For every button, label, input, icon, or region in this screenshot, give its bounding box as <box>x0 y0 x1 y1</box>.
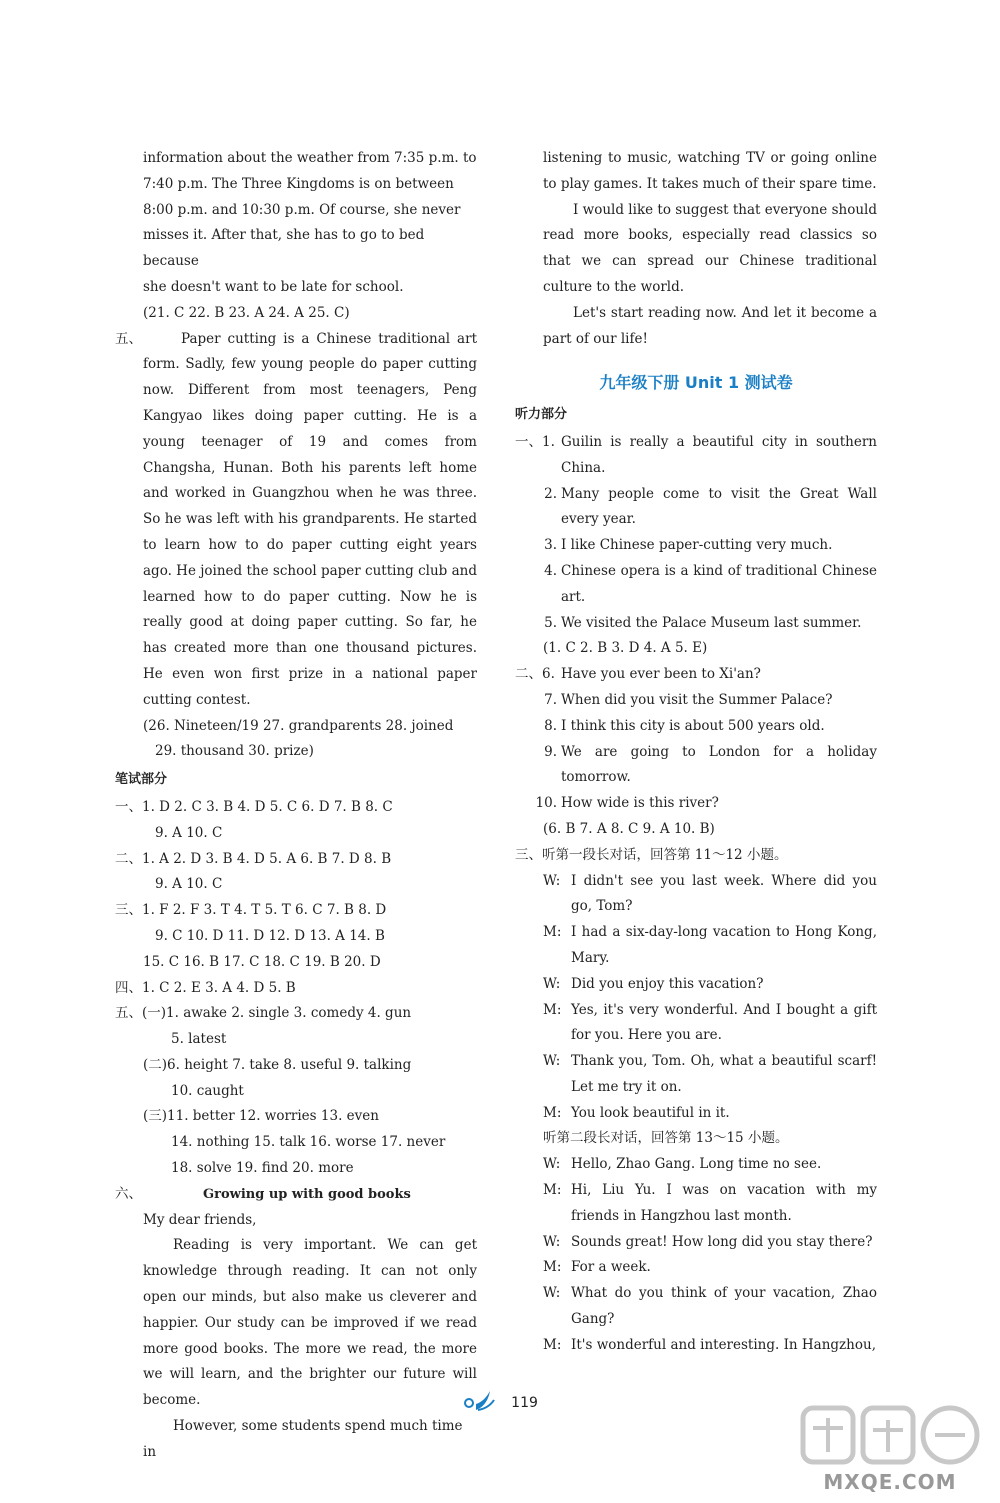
essay-paragraph: listening to music, watching TV or going online to play games. It takes much of their spare time. <box>543 150 877 192</box>
dialog-line <box>515 1152 877 1178</box>
right-column <box>515 146 877 1359</box>
section-five <box>115 327 477 714</box>
item-text: I like Chinese paper-cutting very much. <box>561 537 833 554</box>
passage-text: Paper cutting is a Chinese traditional art form. Sadly, few young people do paper cutting now. Different from most teenagers, Peng Kangyao likes doing paper cutting. He is a young teenager of 19 and comes from Changsha, Hunan. Both his parents left home and worked in Guangzhou when he was three. So he was left with his grandparents. He started to learn how to do paper cutting eight years ago. He joined the school paper cutting club and learned how to do paper cutting. Now he is really good at doing paper cutting. So far, he has created more than one thousand pictures. He even won first prize in a national paper cutting contest. <box>143 330 477 708</box>
speaker: W: <box>543 1053 561 1070</box>
item-text: Chinese opera is a kind of traditional Chinese art. <box>561 562 877 605</box>
answer-line: 二、1. A 2. D 3. B 4. D 5. A 6. B 7. D 8. B <box>115 850 392 867</box>
text-line: information about the weather from 7:35 p.m. to <box>143 150 477 166</box>
utterance: Did you enjoy this vacation? <box>571 975 764 992</box>
dialog-line <box>515 972 877 998</box>
listening-heading: 听力部分 <box>515 407 568 423</box>
speaker: M: <box>543 1182 562 1199</box>
listening-item <box>515 740 877 792</box>
item-text: Have you ever been to Xi'an? <box>561 666 761 683</box>
item-text: I think this city is about 500 years old. <box>561 717 825 734</box>
dialog-one <box>515 869 877 1127</box>
item-number: 8. <box>544 717 557 734</box>
listening-item <box>515 662 877 688</box>
answer-line: 10. caught <box>171 1082 244 1099</box>
dialog-line <box>515 1101 877 1127</box>
dialog-line <box>515 869 877 921</box>
item-text: Guilin is really a beautiful city in southern China. <box>561 433 877 476</box>
answer-line: 9. C 10. D 11. D 12. D 13. A 14. B <box>155 927 385 944</box>
dialog-line <box>515 920 877 972</box>
text-span: 7:40 p.m. The Three Kingdoms is on between <box>143 175 454 192</box>
paper-cutting-passage <box>143 327 477 714</box>
speaker: W: <box>543 975 561 992</box>
utterance: Hi, Liu Yu. I was on vacation with my friends in Hangzhou last month. <box>571 1182 877 1224</box>
answer-line: 9. A 10. C <box>155 876 223 893</box>
written-heading: 笔试部分 <box>115 772 168 788</box>
item-number: 2. <box>544 485 557 502</box>
utterance: Hello, Zhao Gang. Long time no see. <box>571 1156 822 1173</box>
text-line: 8:00 p.m. and 10:30 p.m. Of course, she never <box>143 201 461 218</box>
utterance: I had a six-day-long vacation to Hong Kong, Mary. <box>571 924 877 966</box>
answer-line: (三)11. better 12. worries 13. even <box>143 1108 379 1125</box>
item-number: 9. <box>544 743 557 760</box>
answer-line: 四、1. C 2. E 3. A 4. D 5. B <box>115 979 296 996</box>
answer-line: 18. solve 19. find 20. more <box>171 1160 354 1177</box>
answer-line: 一、1. D 2. C 3. B 4. D 5. C 6. D 7. B 8. C <box>115 798 393 815</box>
listening-item <box>515 791 877 817</box>
section-label: 六、 <box>115 1185 142 1202</box>
utterance: It's wonderful and interesting. In Hangzhou, <box>571 1336 876 1353</box>
essay-paragraph: However, some students spend much time in <box>143 1418 463 1460</box>
listening-item <box>515 688 877 714</box>
dialog-line <box>515 1230 877 1256</box>
text-line: she doesn't want to be late for school. <box>143 278 404 295</box>
item-text: We are going to London for a holiday tomorrow. <box>561 743 877 786</box>
dialog-intro: 三、听第一段长对话，回答第 11～12 小题。 <box>515 846 788 863</box>
listening-item <box>515 533 877 559</box>
section-label: 五、 <box>115 330 142 347</box>
site-watermark <box>795 1400 985 1498</box>
answer-line: (6. B 7. A 8. C 9. A 10. B) <box>543 820 715 837</box>
answer-line: (1. C 2. B 3. D 4. A 5. E) <box>543 640 708 657</box>
section-six <box>115 1182 477 1208</box>
text-line <box>115 172 477 198</box>
watermark-logo-icon <box>795 1400 985 1470</box>
item-number: 7. <box>544 691 557 708</box>
speaker: M: <box>543 1001 562 1018</box>
speaker: M: <box>543 1259 562 1276</box>
answer-line: (二)6. height 7. take 8. useful 9. talking <box>143 1056 412 1073</box>
answer-line: 五、(一)1. awake 2. single 3. comedy 4. gun <box>115 1005 412 1022</box>
dialog-intro: 听第二段长对话，回答第 13～15 小题。 <box>543 1130 789 1147</box>
answer-line: 15. C 16. B 17. C 18. C 19. B 20. D <box>143 953 381 970</box>
essay-title: Growing up with good books <box>203 1186 411 1202</box>
answer-line: 9. A 10. C <box>155 824 223 841</box>
item-number: 一、1. <box>515 433 555 450</box>
item-text: When did you visit the Summer Palace? <box>561 691 833 708</box>
listening-item <box>515 559 877 611</box>
utterance: What do you think of your vacation, Zhao Gang? <box>571 1285 877 1328</box>
item-number: 3. <box>544 537 557 554</box>
speaker: W: <box>543 872 561 889</box>
speaker: W: <box>543 1233 561 1250</box>
speaker: M: <box>543 924 562 941</box>
listening-item <box>515 714 877 740</box>
speaker: W: <box>543 1156 561 1173</box>
speaker: W: <box>543 1285 561 1302</box>
dialog-line <box>515 1333 877 1359</box>
item-text: We visited the Palace Museum last summer. <box>561 614 862 631</box>
item-text: Many people come to visit the Great Wall every year. <box>561 485 877 528</box>
answer-line: 5. latest <box>171 1031 227 1048</box>
answer-line: (26. Nineteen/19 27. grandparents 28. joined <box>143 717 454 734</box>
unit-title: 九年级下册 Unit 1 测试卷 <box>599 373 793 393</box>
utterance: You look beautiful in it. <box>571 1104 730 1121</box>
text-line: misses it. After that, she has to go to bed because <box>143 227 425 270</box>
dialog-two <box>515 1152 877 1358</box>
essay-greeting: My dear friends, <box>143 1211 257 1228</box>
listening-item <box>515 482 877 534</box>
dialog-line <box>515 998 877 1050</box>
answer-line: 14. nothing 15. talk 16. worse 17. never <box>171 1134 446 1151</box>
item-number: 4. <box>544 562 557 579</box>
dialog-line <box>515 1178 877 1230</box>
essay-paragraph: Reading is very important. We can get knowledge through reading. It can not only open our minds, but also make us cleverer and happier. Our study can be improved if we read more good books. The more we read, the more we will learn, and the brighter our future will become. <box>143 1237 477 1409</box>
utterance: Thank you, Tom. Oh, what a beautiful scarf! Let me try it on. <box>571 1053 877 1095</box>
page-number: 119 <box>511 1395 538 1411</box>
utterance: Yes, it's very wonderful. And I bought a gift for you. Here you are. <box>571 1001 877 1044</box>
speaker: M: <box>543 1336 562 1353</box>
utterance: Sounds great! How long did you stay there? <box>571 1233 873 1250</box>
speaker: M: <box>543 1104 562 1121</box>
listening-item <box>515 611 877 637</box>
item-number: 二、6. <box>515 666 555 683</box>
dialog-line <box>515 1281 877 1333</box>
essay-paragraph: Let's start reading now. And let it become a part of our life! <box>543 304 877 347</box>
answer-line: 三、1. F 2. F 3. T 4. T 5. T 6. C 7. B 8. D <box>115 902 387 919</box>
utterance: I didn't see you last week. Where did you go, Tom? <box>571 872 877 915</box>
item-text: How wide is this river? <box>561 795 719 812</box>
dialog-line <box>515 1255 877 1281</box>
item-number: 5. <box>544 614 557 631</box>
answer-line: (21. C 22. B 23. A 24. A 25. C) <box>143 304 350 321</box>
publisher-logo-icon <box>462 1388 496 1418</box>
left-column <box>115 146 477 1466</box>
dialog-line <box>515 1049 877 1101</box>
watermark-text: MXQE.COM <box>823 1470 957 1494</box>
answer-line: 29. thousand 30. prize) <box>155 743 314 760</box>
listening-item <box>515 430 877 482</box>
utterance: For a week. <box>571 1259 651 1276</box>
item-number: 10. <box>535 795 557 812</box>
essay-paragraph: I would like to suggest that everyone should read more books, especially read classics so that we can spread our Chinese traditional culture to the world. <box>543 201 877 295</box>
